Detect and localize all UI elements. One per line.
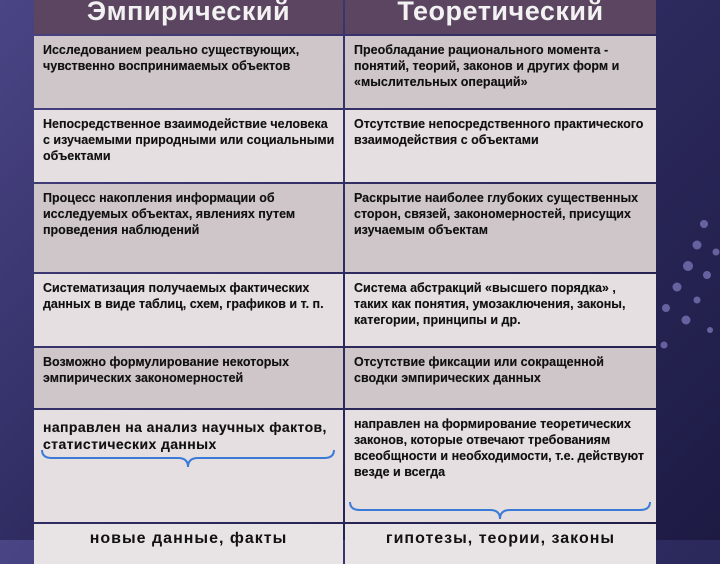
row-2-theoretical: Отсутствие непосредственного практического взаимодействия с объектами: [345, 110, 656, 182]
row-6-theoretical: направлен на формирование теоретических законов, которые отвечают требованиям всеобщности и необходимости, т.е. действуют везде и всегда: [345, 410, 656, 522]
brace-theoretical: [348, 500, 652, 522]
row-1-empirical: Исследованием реально существующих, чувственно воспринимаемых объектов: [34, 36, 343, 108]
header-theoretical: Теоретический: [345, 0, 656, 34]
row-3-theoretical: Раскрытие наиболее глубоких существенных сторон, связей, закономерностей, присущих изучаемым объектам: [345, 184, 656, 272]
footer-empirical-cell: [34, 524, 343, 564]
row-4-theoretical: Система абстракций «высшего порядка» , таких как понятия, умозаключения, законы, категории, принципы и др.: [345, 274, 656, 346]
row-6-empirical: направлен на анализ научных фактов, статистических данных: [34, 410, 343, 522]
row-1-theoretical: Преобладание рационального момента - понятий, теорий, законов и других форм и «мыслительных операций»: [345, 36, 656, 108]
row-2-empirical: Непосредственное взаимодействие человека с изучаемыми природными или социальными объектами: [34, 110, 343, 182]
header-empirical: Эмпирический: [34, 0, 343, 34]
comparison-table: [34, 0, 656, 547]
footer-empirical: новые данные, факты: [89, 530, 288, 547]
row-5-theoretical: Отсутствие фиксации или сокращенной сводки эмпирических данных: [345, 348, 656, 408]
footer-theoretical-cell: [345, 524, 656, 564]
row-3-empirical: Процесс накопления информации об исследуемых объектах, явлениях путем проведения наблюдений: [34, 184, 343, 272]
row-5-empirical: Возможно формулирование некоторых эмпирических закономерностей: [34, 348, 343, 408]
row-4-empirical: Систематизация получаемых фактических данных в виде таблиц, схем, графиков и т. п.: [34, 274, 343, 346]
footer-theoretical: гипотезы, теории, законы: [385, 530, 616, 547]
brace-empirical: [40, 448, 336, 470]
